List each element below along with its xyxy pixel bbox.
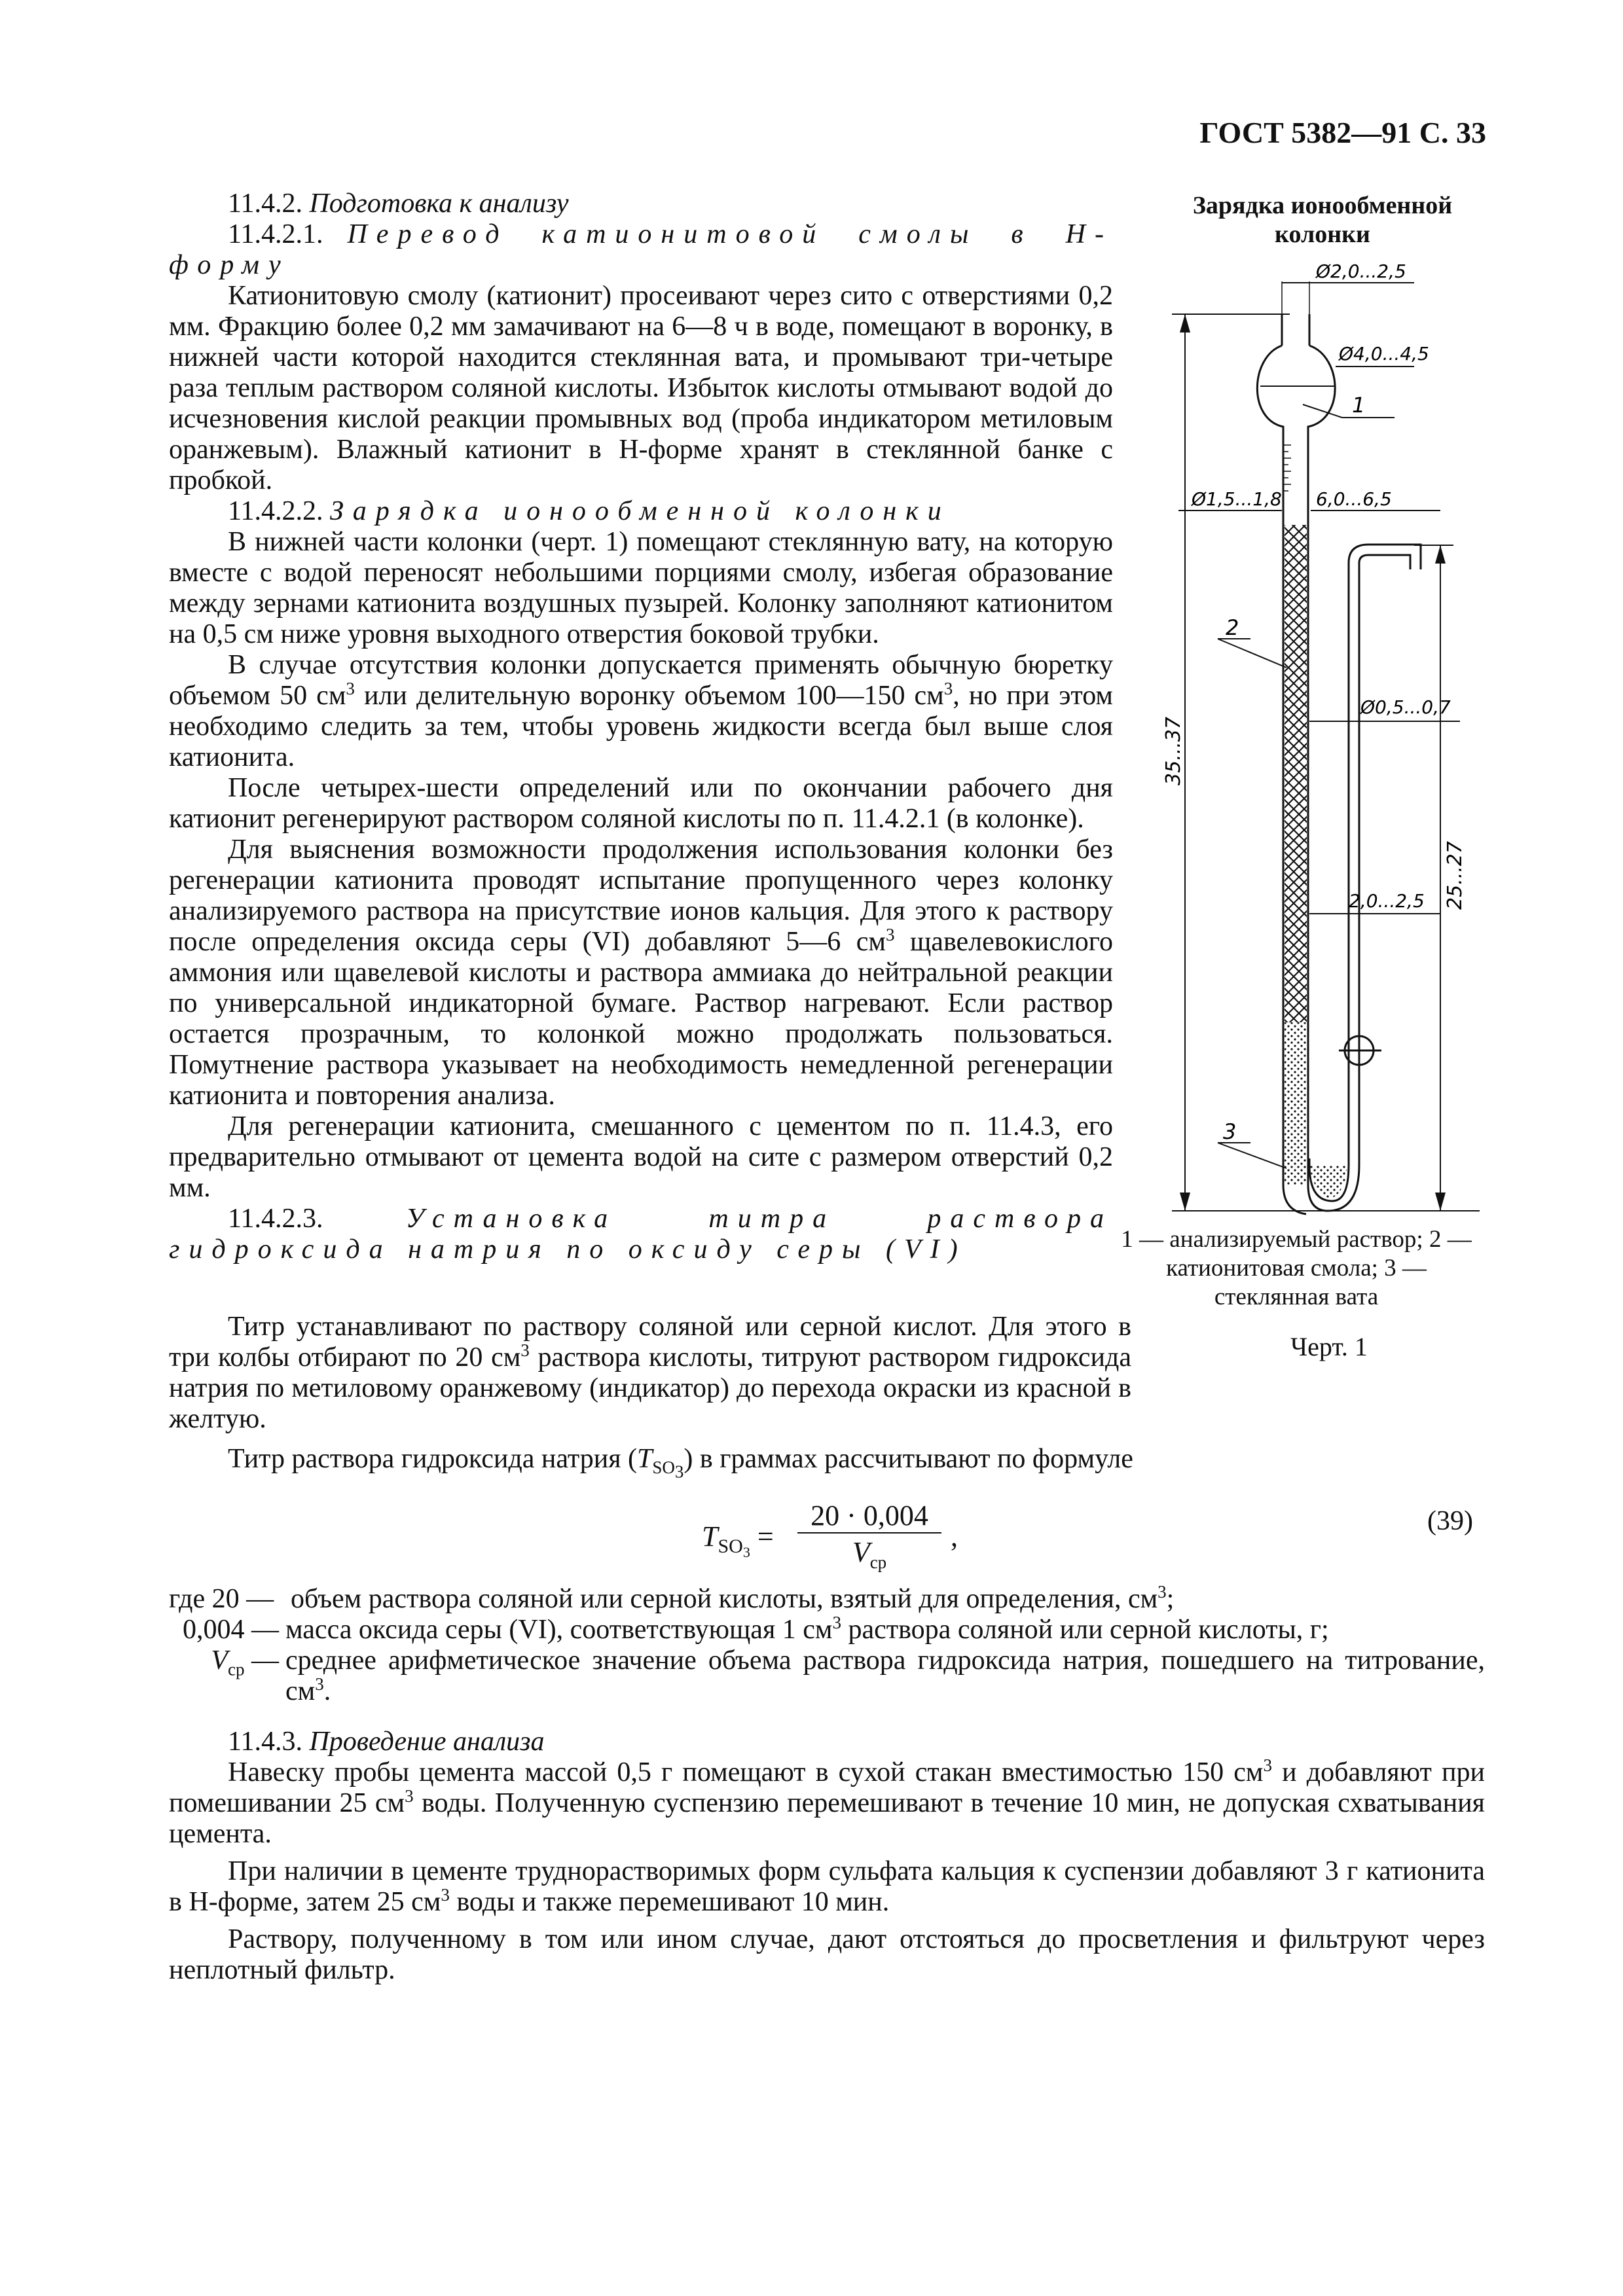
where-list (169, 1584, 1485, 1707)
paragraph: Титр устанавливают по раствору соляной или серной кислот. Для этого в три колбы отбирают по 20 $см^3$ раствора кислоты, титруют раствором гидроксида натрия по метиловому оранжевому (индикатор) до перехода окраски из красной в желтую. (169, 1312, 1131, 1434)
paragraph: Катионитовую смолу (катионит) просеивают через сито с отверстиями 0,2 мм. Фракцию более 0,2 мм замачивают на 6—8 ч в воде, помещают в воронку, в нижней части которой находится стеклянная вата, и промывают три-четыре раза теплым раствором соляной кислоты. Избыток кислоты отмывают водой до исчезновения кислой реакции промывных вод (проба индикатором метиловым оранжевым). Влажный катионит в Н-форме хранят в стеклянной банке с пробкой. (169, 281, 1113, 495)
paragraph: В нижней части колонки (черт. 1) помещают стеклянную вату, на которую вместе с водой переносят небольшими порциями смолу, избегая образование между зернами катионита воздушных пузырей. Колонку заполняют катионитом на 0,5 см ниже уровня выходного отверстия боковой трубки. (169, 527, 1113, 649)
formula-numerator: 20 · 0,004 (797, 1499, 941, 1534)
dim-label-d-top: Ø2,0...2,5 (1316, 260, 1406, 282)
page-header: ГОСТ 5382—91 С. 33 (1199, 116, 1486, 149)
section-11-4-2-3: 11.4.2.3. Установка титра раствора гидроксида натрия по оксиду серы (VI) (169, 1204, 1113, 1265)
column-tube (1178, 437, 1440, 1185)
cation-resin-fill (1285, 525, 1307, 1022)
paragraph: Навеску пробы цемента массой 0,5 г помещают в сухой стакан вместимостью 150 $см^3$ и добавляют при помешивании 25 $см^3$ воды. Полученную суспензию перемешивают в течение 10 мин, не допуская схватывания цемента. (169, 1755, 1485, 1849)
figure-legend: 1 — анализируемый раствор; 2 — катионитовая смола; 3 — стеклянная вата (1121, 1226, 1472, 1310)
label-1: 1 (1352, 393, 1366, 418)
labels (1218, 615, 1286, 1168)
left-column-text (169, 188, 1113, 1265)
section-11-4-3-text (169, 1727, 1485, 1986)
paragraph: Для выяснения возможности продолжения использования колонки без регенерации катионита проводят испытание пропущенного через колонку анализируемого раствора на присутствие ионов кальция. Для этого к раствору после определения оксида серы (VI) добавляют 5—6 $см^3$ щавелевокислого аммония или щавелевой кислоты и раствора аммиака до нейтральной реакции по универсальной индикаторной бумаге. Раствор нагревают. Если раствор остается прозрачным, то колонкой можно продолжать пользоваться. Помутнение раствора указывает на необходимость немедленной регенерации катионита и повторения анализа. (169, 834, 1113, 1111)
ion-exchange-column-figure (1152, 249, 1493, 1217)
section-11-4-2-1: 11.4.2.1. Перевод катионитовой смолы в Н-форму (169, 219, 1113, 280)
section-title: Подготовка к анализу (309, 188, 569, 219)
section-11-4-2: 11.4.2. Подготовка к анализу (228, 188, 569, 219)
section-title: Проведение анализа (309, 1727, 545, 1757)
paragraph: Раствору, полученному в том или ином случае, дают отстояться до просветления и фильтруют через неплотный фильтр. (169, 1924, 1485, 1985)
paragraph: В случае отсутствия колонки допускается применять обычную бюретку объемом 50 $см^3$ или делительную воронку объемом 100—150 $см^3$, но при этом необходимо следить за тем, чтобы уровень жидкости всегда был выше слоя катионита. (169, 650, 1113, 772)
section-title: Перевод катионитовой смолы в Н-форму (169, 219, 1113, 280)
where-item: где 20 — объем раствора соляной или серной кислоты, взятый для определения, $см^3$; (169, 1582, 1175, 1614)
paragraph: Титр раствора гидроксида натрия $(T_{SO_3})$ в граммах рассчитывают по формуле (228, 1444, 1133, 1482)
section-title: Установка титра раствора гидроксида натрия по оксиду серы (VI) (169, 1204, 1113, 1265)
where-item: 0,004 — масса оксида серы (VI), соответствующая 1 $см^3$ раствора соляной или серной кислоты, г; (183, 1613, 1329, 1645)
dim-label-d-bulb: Ø4,0...4,5 (1339, 343, 1429, 365)
dimension-total-height (1162, 314, 1480, 1211)
paragraph: Для регенерации катионита, смешанного с цементом по п. 11.4.3, его предварительно отмывают от цемента водой на сите с размером отверстий 0,2 мм. (169, 1111, 1113, 1203)
paragraph: После четырех-шести определений или по окончании рабочего дня катионит регенерируют раствором соляной кислоты по п. 11.4.2.1 (в колонке). (169, 773, 1113, 834)
glass-wool-fill (1285, 1022, 1307, 1185)
section-11-4-2-2: 11.4.2.2. Зарядка ионообменной колонки (228, 496, 951, 526)
figure-caption: Черт. 1 (1290, 1332, 1368, 1361)
dim-label-side: 6,0...6,5 (1316, 488, 1392, 510)
dim-label-35-37: 35...37 (1162, 717, 1185, 785)
dim-label-25-27: 25...27 (1444, 841, 1467, 910)
label-3: 3 (1223, 1119, 1237, 1144)
dim-label-d-tube: Ø1,5...1,8 (1192, 488, 1282, 510)
equation-number: (39) (1427, 1506, 1473, 1536)
section-title: Зарядка ионообменной колонки (329, 496, 951, 526)
label-2: 2 (1226, 615, 1239, 640)
dim-label-d-out: Ø0,5...0,7 (1360, 696, 1451, 718)
formula-39: $T_{SO_3}$ = 20 · 0,004 $V_{ср}$ , (702, 1499, 958, 1572)
figure-title: Зарядка ионообменной колонки (1192, 192, 1453, 248)
side-tube (1283, 545, 1467, 1214)
dim-label-gap: 2,0...2,5 (1349, 890, 1425, 912)
where-item: $V_{ср}$ — среднее арифметическое значение объема раствора гидроксида натрия, пошедшего на титрование, $см^3$. (211, 1645, 1485, 1706)
formula-denominator: $V_{ср}$ (852, 1536, 887, 1572)
column-bulb (1257, 343, 1429, 437)
column-neck (1282, 260, 1414, 346)
section-11-4-3: 11.4.3. Проведение анализа (228, 1727, 545, 1757)
paragraph: При наличии в цементе труднорастворимых форм сульфата кальция к суспензии добавляют 3 г катионита в Н-форме, затем 25 $см^3$ воды и также перемешивают 10 мин. (169, 1856, 1485, 1917)
